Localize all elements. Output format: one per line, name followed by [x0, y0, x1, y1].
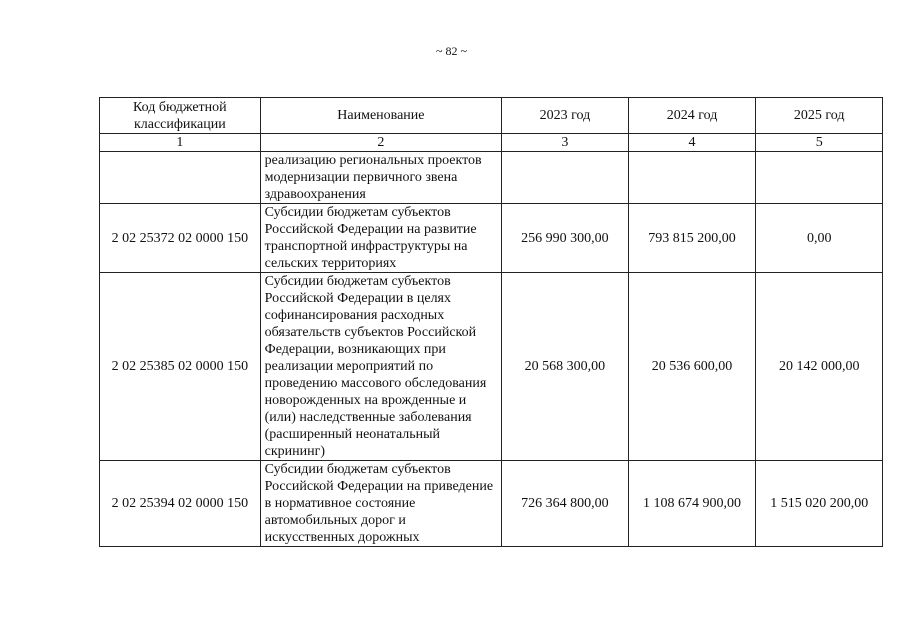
amount-2025 [756, 152, 883, 204]
amount-2024: 793 815 200,00 [628, 204, 756, 273]
column-number: 1 [100, 134, 261, 152]
item-name: Субсидии бюджетам субъектов Российской Федерации на приведение в нормативное состояние автомобильных дорог и искусственных дорожных [260, 461, 501, 547]
amount-2024 [628, 152, 756, 204]
header-name: Наименование [260, 98, 501, 134]
amount-2024: 1 108 674 900,00 [628, 461, 756, 547]
table-row [100, 461, 883, 547]
budget-table [99, 97, 883, 547]
column-number: 4 [628, 134, 756, 152]
table-row [100, 204, 883, 273]
table-row [100, 273, 883, 461]
column-number-row [100, 134, 883, 152]
header-2023: 2023 год [502, 98, 629, 134]
header-code: Код бюджетной классификации [100, 98, 261, 134]
budget-code [100, 152, 261, 204]
table-header-row [100, 98, 883, 134]
item-name: Субсидии бюджетам субъектов Российской Федерации на развитие транспортной инфраструктуры на сельских территориях [260, 204, 501, 273]
amount-2023: 726 364 800,00 [502, 461, 629, 547]
budget-code: 2 02 25385 02 0000 150 [100, 273, 261, 461]
table-row [100, 152, 883, 204]
amount-2025: 1 515 020 200,00 [756, 461, 883, 547]
amount-2025: 0,00 [756, 204, 883, 273]
amount-2025: 20 142 000,00 [756, 273, 883, 461]
amount-2023: 20 568 300,00 [502, 273, 629, 461]
amount-2023 [502, 152, 629, 204]
amount-2024: 20 536 600,00 [628, 273, 756, 461]
budget-code: 2 02 25394 02 0000 150 [100, 461, 261, 547]
amount-2023: 256 990 300,00 [502, 204, 629, 273]
column-number: 5 [756, 134, 883, 152]
header-2024: 2024 год [628, 98, 756, 134]
item-name: Субсидии бюджетам субъектов Российской Федерации в целях софинансирования расходных обязательств субъектов Российской Федерации, возникающих при реализации мероприятий по проведению массового обследования новорожденных на врожденные и (или) наследственные заболевания (расширенный неонатальный скрининг) [260, 273, 501, 461]
item-name: реализацию региональных проектов модернизации первичного звена здравоохранения [260, 152, 501, 204]
budget-code: 2 02 25372 02 0000 150 [100, 204, 261, 273]
header-2025: 2025 год [756, 98, 883, 134]
column-number: 2 [260, 134, 501, 152]
page-number: ~ 82 ~ [436, 44, 467, 58]
column-number: 3 [502, 134, 629, 152]
